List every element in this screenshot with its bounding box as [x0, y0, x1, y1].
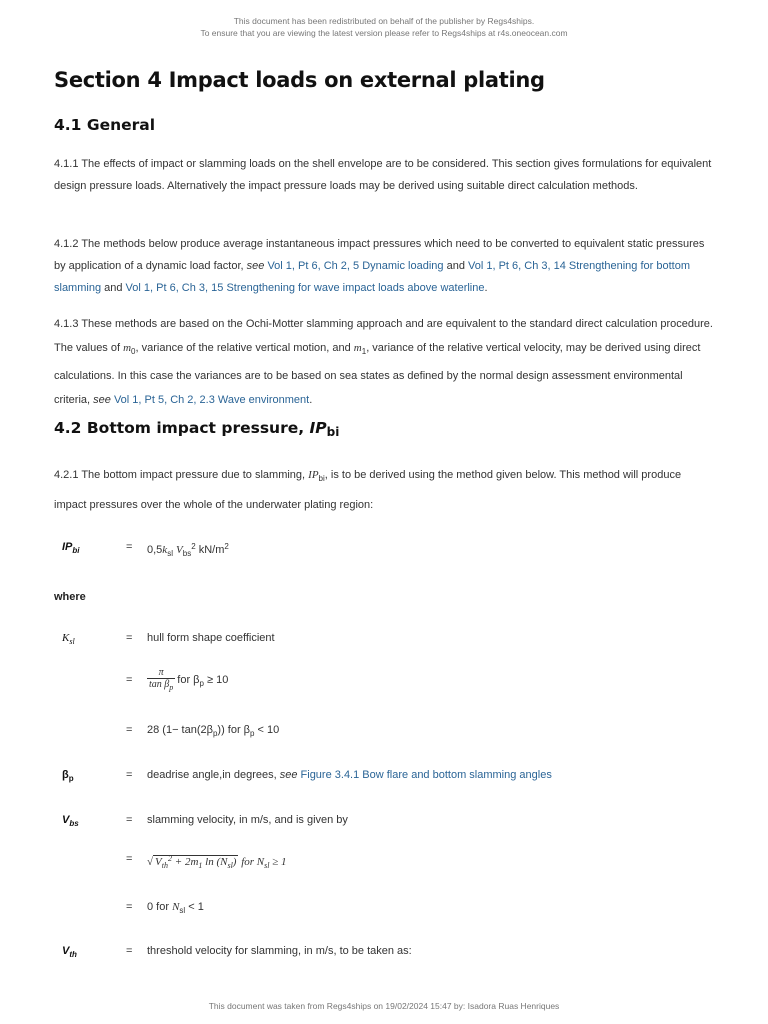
retrieval-notice: This document was taken from Regs4ships on 19/02/2024 15:47 by: Isadora Ruas Henriques: [208, 1001, 560, 1011]
fraction-pi-tan: $\frac{\pi}{\tan \beta_p}$: [149, 667, 174, 692]
def-vbs-zero: = 0 for $N_{sl} < 1$: [126, 901, 204, 915]
symbol-ksl: $K_{sl}$: [62, 632, 75, 646]
paragraph-4-2-1: 4.2.1 The bottom impact pressure due to slamming, $IP_{bi}$, is to be derived using the method given below. This method will produce impact pressures over the whole of the underwater plating region:: [54, 469, 682, 511]
paragraph-4-1-1: 4.1.1 The effects of impact or slamming loads on the shell envelope are to be considered. This section gives formulations for equivalent design pressure loads. Alternatively the impact pressure loads may be derived using suitable direct calculation methods.: [54, 158, 712, 192]
link-figure-3-4-1[interactable]: Figure 3.4.1 Bow flare and bottom slamming angles: [300, 769, 552, 781]
section-title: Section 4 Impact loads on external plating: [54, 68, 545, 92]
notice-line-2: To ensure that you are viewing the latest version please refer to Regs4ships at r4s.oneocean.com: [200, 28, 568, 38]
symbol-beta: $\beta_p$: [62, 769, 74, 783]
def-beta: $\beta_p$ = deadrise angle,in degrees, see Figure 3.4.1 Bow flare and bottom slamming angles: [0, 764, 768, 786]
def-ksl-formula-2: = 28 $(1- \tan(2\beta_p))$ for $\beta_p < 10$: [126, 724, 280, 738]
link-wave-environment[interactable]: Vol 1, Pt 5, Ch 2, 2.3 Wave environment: [113, 394, 310, 406]
def-ksl-formula-1: = $\frac{\pi}{\tan \beta_p}$ for $\beta_p \ge 10$: [126, 667, 229, 692]
where-label: where: [54, 591, 86, 603]
paragraph-4-1-3: 4.1.3 These methods are based on the Ochi-Motter slamming approach and are equivalent to the standard direct calculation procedure. The values of $m_0$, variance of the relative vertical motion, and $m_1$, variance of the relative vertical velocity, may be derived using direct calculations. In this case the variances are to be based on sea states as defined by the normal design assessment environmental criteria, see Vol 1, Pt 5, Ch 2, 2.3 Wave environment.: [54, 318, 713, 406]
link-dynamic-loading[interactable]: Vol 1, Pt 6, Ch 2, 5 Dynamic loading: [267, 260, 444, 272]
heading-general: 4.1 General: [54, 116, 156, 134]
heading-bottom-impact: 4.2 Bottom impact pressure, $IP_{bi}$: [54, 419, 340, 439]
paragraph-4-1-2: 4.1.2 The methods below produce average instantaneous impact pressures which need to be converted to equivalent static pressures by application of a dynamic load factor, see Vol 1, Pt 6, Ch 2, 5 Dynamic loading and Vol 1, Pt 6, Ch 3, 14 Strengthening for bottom slamming and Vol 1, Pt 6, Ch 3, 15 Strengthening for wave impact loads above waterline.: [54, 238, 705, 294]
notice-line-1: This document has been redistributed on behalf of the publisher by Regs4ships.: [233, 16, 535, 26]
sqrt-expression: √ $V_{th}^2 + 2m_1$ $\ln (N_{sl})$ for $N_{sl} \ge 1$: [147, 854, 287, 870]
symbol-vth: $V_{th}$: [62, 945, 77, 959]
def-vbs-root: = √ $V_{th}^2 + 2m_1$ $\ln (N_{sl})$ for $N_{sl} \ge 1$: [0, 848, 768, 870]
formula-expression: $0,5k_{sl}$ $V_{bs}^2$ $kN/m^2$: [147, 542, 229, 558]
formula-symbol: $IP_{bi}$: [62, 541, 80, 555]
link-wave-impact[interactable]: Vol 1, Pt 6, Ch 3, 15 Strengthening for wave impact loads above waterline: [125, 282, 485, 294]
formula-ipbi: $IP_{bi}$ = $0,5k_{sl}$ $V_{bs}^2$ $kN/m^2$: [0, 536, 768, 558]
def-ksl: $K_{sl}$ = hull form shape coefficient: [0, 627, 768, 649]
link-bottom-slamming[interactable]: Vol 1, Pt 6, Ch 3, 14 Strengthening for bottom slamming: [54, 260, 690, 294]
symbol-vbs: $V_{bs}$: [62, 814, 79, 828]
def-vbs: $V_{bs}$ = slamming velocity, in m/s, and is given by: [0, 809, 768, 831]
redistribution-notice: [0, 15, 768, 39]
def-vth: $V_{th}$ = threshold velocity for slamming, in m/s, to be taken as:: [0, 940, 768, 962]
